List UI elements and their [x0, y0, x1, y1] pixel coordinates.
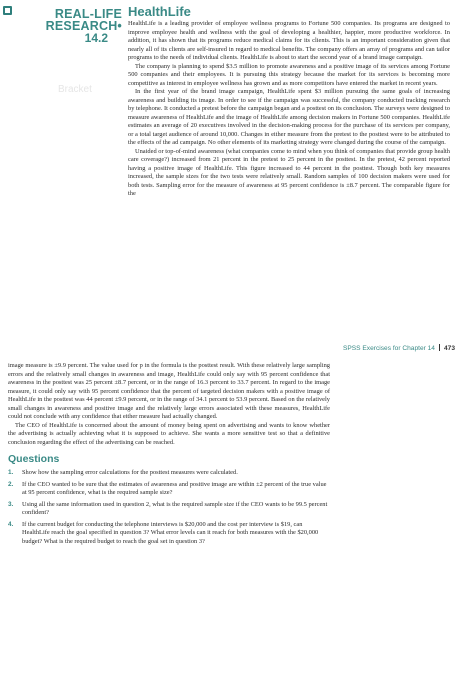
page-bottom [0, 340, 463, 700]
question-item [8, 481, 330, 498]
question-item [8, 521, 330, 547]
question-text: Show how the sampling error calculations for the posttest measures were calculated. [22, 469, 238, 476]
case-title: HealthLife [128, 4, 191, 19]
continued-body [8, 362, 330, 549]
question-number: 4. [8, 520, 14, 528]
watermark-text: Bracket [58, 84, 92, 95]
page-number: 473 [443, 345, 455, 352]
real-life-title-line1: REAL-LIFE [54, 7, 122, 21]
page-gap [0, 322, 463, 340]
body-paragraph: The CEO of HealthLife is concerned about the amount of money being spent on advertising and wants to know whether the advertising is actually achieving what it is supposed to achieve. She wants a more sensitive test so that a definitive conclusion regarding the effect of the advertising can be reached. [8, 421, 330, 446]
question-text: If the current budget for conducting the telephone interviews is $20,000 and the cost per interview is $19, can HealthLife reach the goal specified in question 3? What error levels can it reach for both measures with the $20,000 budget? What is the required budget to reach the goal set in question 3? [22, 520, 319, 545]
header-divider [439, 344, 440, 351]
case-number: 14.2 [84, 31, 108, 45]
question-text: If the CEO wanted to be sure that the estimates of awareness and positive image are within ±2 percent of the true value at 95 percent confidence, what is the required sample size? [22, 480, 327, 496]
question-item [8, 469, 330, 478]
question-number: 1. [8, 469, 14, 476]
questions-list [8, 469, 330, 546]
case-paragraph: Unaided or top-of-mind awareness (what companies come to mind when you think of companies that provide group health care coverage?) increased from 21 percent in the pretest to 25 percent in the posttest. In the pretest, 42 percent reported having a positive image of HealthLife. This figure increased to 44 percent in the posttest. Though both key measures increased, the sample sizes for the two tests were relatively small. Random samples of 100 decision makers were used for both tests. Sampling error for the measure of awareness at 95 percent confidence is ±8.7 percent. The comparable figure for the [128, 147, 450, 197]
body-paragraph: image measure is ±9.9 percent. The value used for p in the formula is the posttest result. With these relatively large sampling errors and the relatively small changes in awareness and image, HealthLife could only say with 95 percent confidence that awareness in the posttest was 25 percent ±8.7 percent, or in the range of 16.3 percent to 33.7 percent. In regard to the image measure, it could only say with 95 percent confidence that the percent of targeted decision makers with a positive image of HealthLife in the posttest was 44 percent ±9.9 percent, or in the range of 34.1 percent to 53.9 percent. Based on the relatively small changes in awareness and positive image and the relatively large errors associated with these measures, HealthLife could not conclude with any confidence that either measure had actually changed. [8, 362, 330, 420]
case-paragraph: In the first year of the brand image campaign, HealthLife spent $3 million pursuing the same goals of increasing awareness and building its image. In order to see if the campaign was successful, the company conducted tracking research by telephone. It conducted a pretest before the campaign began and a posttest on its conclusion. The surveys were designed to measure awareness of HealthLife and the image of HealthLife among decision makers in Fortune 500 companies. HealthLife estimates an average of 20 executives involved in the decision-making process for the purchase of its services per company, or a total target audience of around 10,000. Changes in either measure from the pretest to the posttest were to be attributed to the effects of the ad campaign. No other elements of its marketing strategy were changed during the course of the campaign. [128, 88, 450, 146]
case-paragraph: HealthLife is a leading provider of employee wellness programs to Fortune 500 companies. Its programs are designed to improve employee health and wellness with the goal of developing a healthier, happier, more productive workforce. In addition, it has shown that its programs reduce medical claims for its clients. This is an important consideration given that nearly all of its clients are self-insured in regard to medical benefits. The company offers an array of programs and can tailor programs to the needs of individual clients. HealthLife is about to start the second year of a brand image campaign. [128, 20, 450, 61]
sidebar-label [4, 8, 122, 45]
running-header-label: SPSS Exercises for Chapter 14 [342, 345, 435, 352]
page-top [0, 0, 463, 322]
question-number: 3. [8, 500, 14, 508]
running-header [343, 344, 455, 352]
question-item [8, 501, 330, 518]
case-paragraph: The company is planning to spend $3.5 million to promote awareness and a positive image of its services among Fortune 500 companies and their employees. It is pursuing this strategy because the market for its services is becoming more competitive as interest in employee wellness has grown and as more competitors have entered the market in recent years. [128, 62, 450, 87]
real-life-title-line2: RESEARCH• [45, 19, 122, 33]
question-text: Using all the same information used in question 2, what is the required sample size if the CEO wants to be 99.5 percent confident? [22, 500, 328, 516]
questions-heading: Questions [8, 453, 60, 465]
question-number: 2. [8, 480, 14, 488]
case-body [128, 4, 450, 199]
